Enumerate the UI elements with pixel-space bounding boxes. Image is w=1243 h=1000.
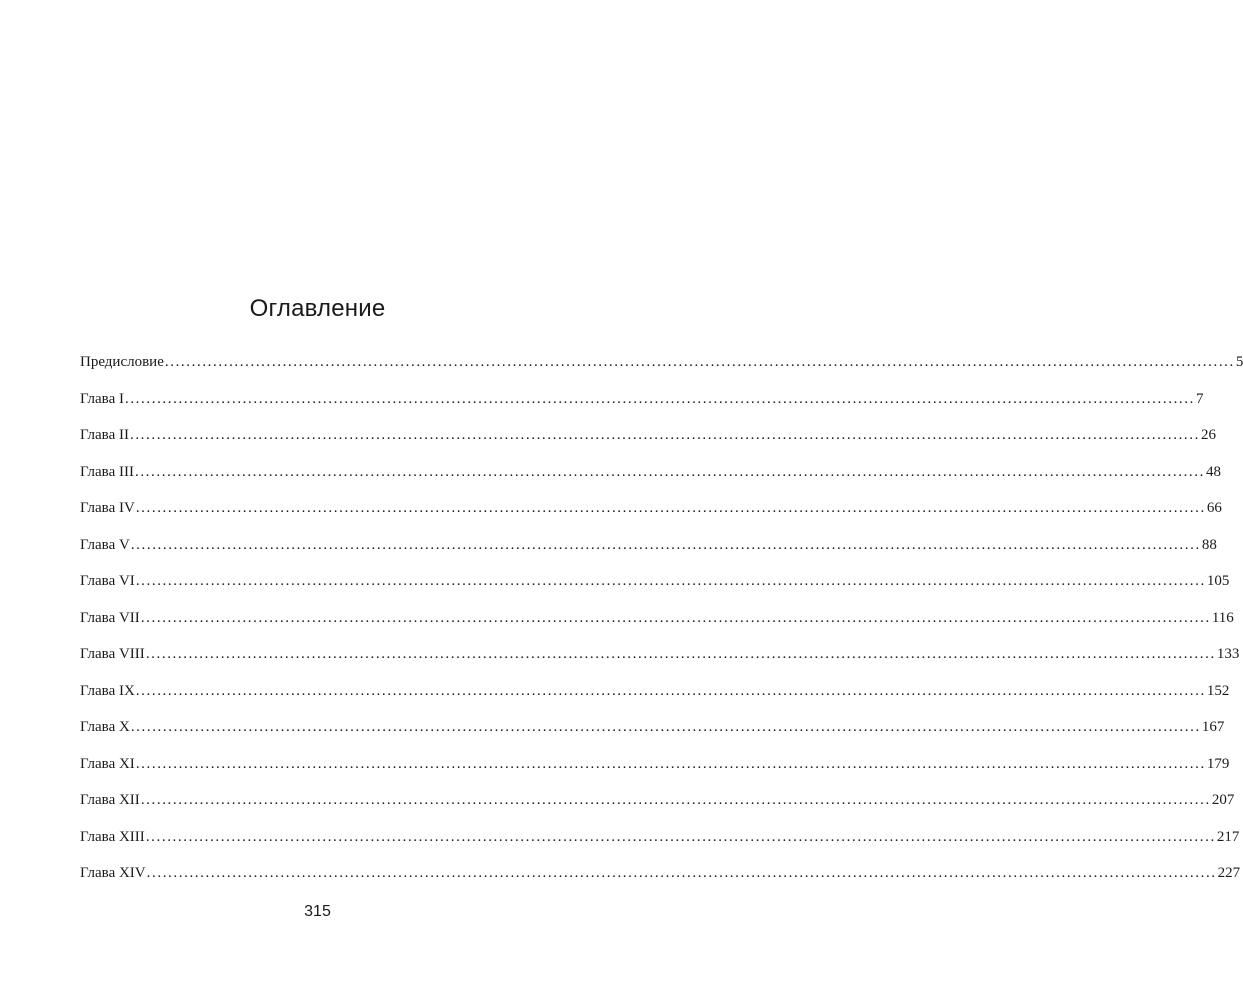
toc-entry-page: 152 xyxy=(1206,682,1230,699)
table-of-contents xyxy=(80,354,1243,902)
toc-entry-page: 88 xyxy=(1201,536,1217,553)
toc-entry[interactable] xyxy=(80,646,1240,683)
toc-dot-leader: ........................................................................................................................................................................................................ xyxy=(130,536,1201,553)
toc-entry-label: Глава III xyxy=(80,463,134,480)
toc-entry-page: 48 xyxy=(1205,463,1221,480)
toc-dot-leader: ........................................................................................................................................................................................................ xyxy=(140,792,1211,808)
toc-entry-label: Глава IV xyxy=(80,500,135,516)
page-number: 315 xyxy=(304,903,331,920)
toc-entry[interactable] xyxy=(80,354,1243,391)
toc-entry-label: Глава II xyxy=(80,427,129,443)
toc-entry[interactable] xyxy=(80,463,1221,501)
toc-entry-label: Глава I xyxy=(80,390,124,407)
toc-entry[interactable] xyxy=(80,865,1241,902)
toc-entry-label: Глава XII xyxy=(80,792,140,808)
toc-entry-page: 167 xyxy=(1201,719,1225,735)
toc-entry-label: Глава XI xyxy=(80,755,135,772)
toc-dot-leader: ........................................................................................................................................................................................................ xyxy=(124,390,1195,407)
toc-entry-page: 7 xyxy=(1195,390,1204,407)
toc-dot-leader: ........................................................................................................................................................................................................ xyxy=(135,682,1206,699)
toc-entry[interactable] xyxy=(80,427,1216,464)
toc-entry-page: 116 xyxy=(1211,609,1234,626)
toc-entry[interactable] xyxy=(80,536,1217,574)
toc-entry-label: Предисловие xyxy=(80,354,164,370)
toc-entry-page: 217 xyxy=(1216,828,1240,845)
toc-entry-page: 179 xyxy=(1206,755,1230,772)
toc-dot-leader: ........................................................................................................................................................................................................ xyxy=(134,463,1205,480)
toc-entry[interactable] xyxy=(80,719,1225,756)
toc-entry[interactable] xyxy=(80,573,1230,610)
toc-entry-page: 66 xyxy=(1206,500,1222,516)
toc-entry-page: 5 xyxy=(1235,354,1243,370)
toc-entry-label: Глава VIII xyxy=(80,646,145,662)
toc-dot-leader: ........................................................................................................................................................................................................ xyxy=(129,427,1200,443)
toc-dot-leader: ........................................................................................................................................................................................................ xyxy=(135,573,1206,589)
toc-dot-leader: ........................................................................................................................................................................................................ xyxy=(135,755,1206,772)
toc-dot-leader: ........................................................................................................................................................................................................ xyxy=(146,865,1217,881)
toc-entry-label: Глава V xyxy=(80,536,130,553)
toc-entry-page: 207 xyxy=(1211,792,1235,808)
toc-entry[interactable] xyxy=(80,828,1240,866)
toc-entry[interactable] xyxy=(80,792,1235,829)
toc-entry-page: 105 xyxy=(1206,573,1230,589)
toc-entry-label: Глава VI xyxy=(80,573,135,589)
toc-dot-leader: ........................................................................................................................................................................................................ xyxy=(140,609,1211,626)
toc-dot-leader: ........................................................................................................................................................................................................ xyxy=(145,646,1216,662)
toc-entry-label: Глава XIV xyxy=(80,865,146,881)
toc-entry-page: 133 xyxy=(1216,646,1240,662)
toc-entry[interactable] xyxy=(80,500,1222,537)
toc-entry[interactable] xyxy=(80,609,1234,647)
toc-entry-page: 227 xyxy=(1217,865,1241,881)
toc-entry[interactable] xyxy=(80,755,1230,793)
toc-entry-label: Глава VII xyxy=(80,609,140,626)
toc-entry-label: Глава XIII xyxy=(80,828,145,845)
toc-dot-leader: ........................................................................................................................................................................................................ xyxy=(135,500,1206,516)
toc-entry[interactable] xyxy=(80,682,1230,720)
page-title: Оглавление xyxy=(249,295,386,322)
toc-dot-leader: ........................................................................................................................................................................................................ xyxy=(164,354,1235,370)
toc-entry-label: Глава IX xyxy=(80,682,135,699)
toc-entry[interactable] xyxy=(80,390,1204,428)
toc-dot-leader: ........................................................................................................................................................................................................ xyxy=(145,828,1216,845)
toc-dot-leader: ........................................................................................................................................................................................................ xyxy=(130,719,1201,735)
toc-entry-page: 26 xyxy=(1200,427,1216,443)
toc-entry-label: Глава X xyxy=(80,719,130,735)
